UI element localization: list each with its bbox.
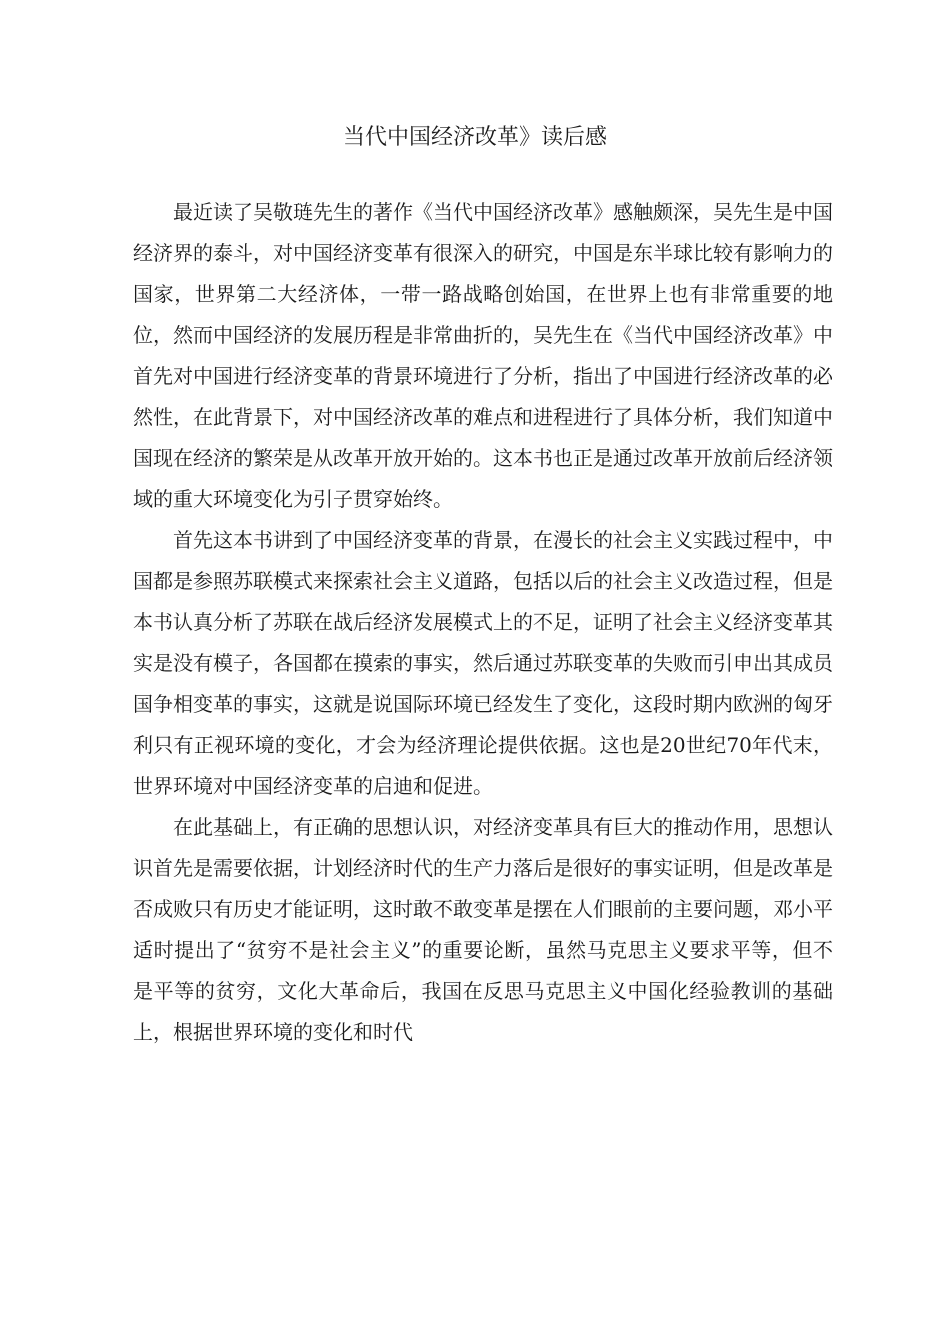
- document-title: 当代中国经济改革》读后感: [342, 125, 607, 150]
- paragraph: 最近读了吴敬琏先生的著作《当代中国经济改革》感触颇深，吴先生是中国经济界的泰斗，对中国经济变革有很深入的研究，中国是东半球比较有影响力的国家，世界第二大经济体，一带一路战略创始国，在世界上也有非常重要的地位，然而中国经济的发展历程是非常曲折的，吴先生在《当代中国经济改革》中首先对中国进行经济变革的背景环境进行了分析，指出了中国进行经济改革的必然性，在此背景下，对中国经济改革的难点和进程进行了具体分析，我们知道中国现在经济的繁荣是从改革开放开始的。这本书也正是通过改革开放前后经济领域的重大环境变化为引子贯穿始终。: [133, 200, 833, 511]
- paragraph: 在此基础上，有正确的思想认识，对经济变革具有巨大的推动作用，思想认识首先是需要依据，计划经济时代的生产力落后是很好的事实证明，但是改革是否成败只有历史才能证明，这时敢不敢变革是摆在人们眼前的主要问题，邓小平适时提出了“贫穷不是社会主义”的重要论断，虽然马克思主义要求平等，但不是平等的贫穷，文化大革命后，我国在反思马克思主义中国化经验教训的基础上，根据世界环境的变化和时代: [133, 815, 833, 1044]
- document-body: [133, 192, 833, 1053]
- paragraph: 首先这本书讲到了中国经济变革的背景，在漫长的社会主义实践过程中，中国都是参照苏联模式来探索社会主义道路，包括以后的社会主义改造过程，但是本书认真分析了苏联在战后经济发展模式上的不足，证明了社会主义经济变革其实是没有模子，各国都在摸索的事实，然后通过苏联变革的失败而引申出其成员国争相变革的事实，这就是说国际环境已经发生了变化，这段时期内欧洲的匈牙利只有正视环境的变化，才会为经济理论提供依据。这也是20世纪70年代末，世界环境对中国经济变革的启迪和促进。: [133, 528, 833, 798]
